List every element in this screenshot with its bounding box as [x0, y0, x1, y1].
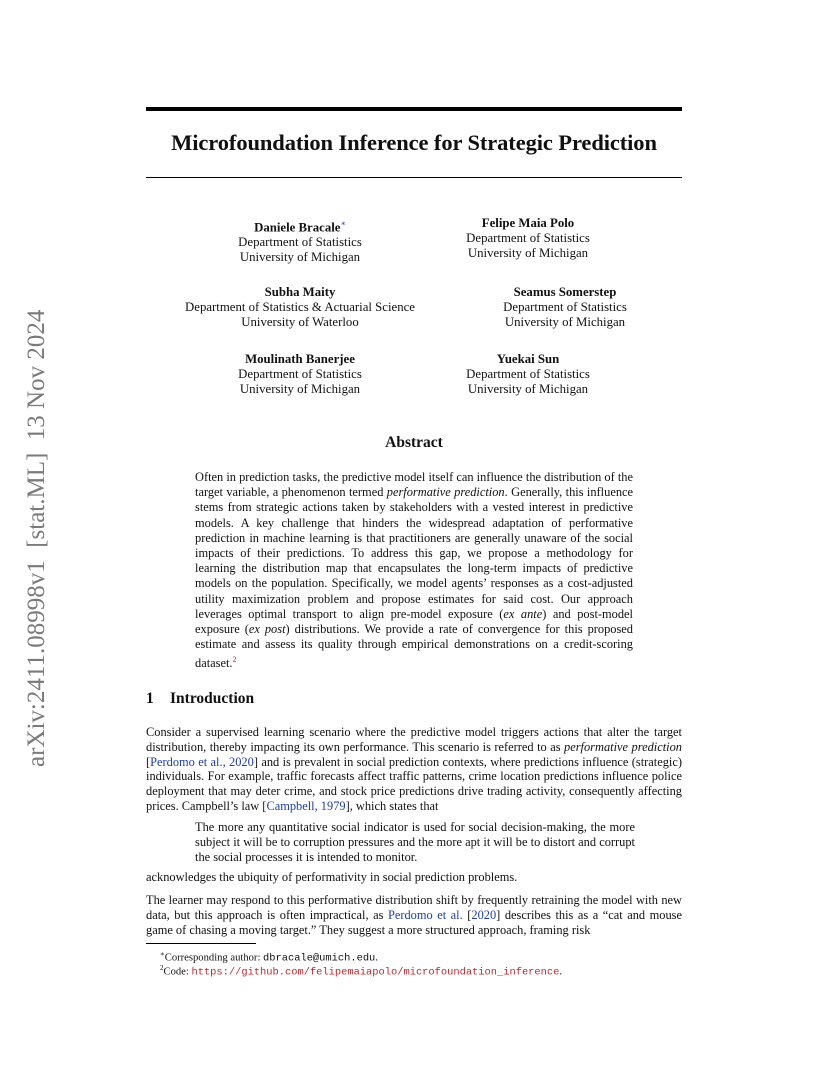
author-block: [383, 216, 673, 261]
section-heading: [146, 690, 254, 708]
author-name: Yuekai Sun: [496, 352, 560, 366]
footnote-2: $^2$Code: https://github.com/felipemaiapolo/microfoundation_inference.: [160, 964, 563, 979]
author-institution: University of Waterloo: [241, 315, 359, 329]
title-top-rule: [146, 107, 682, 111]
arxiv-identifier-stamp: [24, 272, 52, 772]
author-name: Felipe Maia Polo: [481, 216, 575, 230]
footnote-1: ∗Corresponding author: dbracale@umich.edu.: [160, 950, 378, 965]
author-name: Subha Maity: [264, 285, 336, 299]
footnote-link-2[interactable]: 2: [232, 655, 237, 665]
footnote-mark: ∗: [160, 950, 165, 958]
title-bottom-rule: [146, 177, 682, 178]
intro-paragraph-1: Consider a supervised learning scenario where the predictive model triggers actions that alter the target distribution, thereby impacting its own performance. This scenario is referred to as performative prediction [Perdomo et al., 2020] and is prevalent in social prediction contexts, where predictions influence (strategic) individuals. For example, traffic forecasts affect traffic patterns, crime location predictions influence police deployment that may deter crime, and stock price predictions drive trading activity, consequently affecting prices. Campbell’s law [Campbell, 1979], which states that: [146, 725, 682, 813]
block-quote: The more any quantitative social indicator is used for social decision-making, the more subject it will be to corruption pressures and the more apt it will be to distort and corrupt the social processes it is intended to monitor.: [195, 820, 635, 864]
abstract-body: [195, 470, 633, 672]
footnote-rule: [146, 943, 256, 944]
author-block: [155, 285, 445, 330]
author-department: Department of Statistics: [466, 231, 590, 245]
author-department: Department of Statistics: [466, 367, 590, 381]
citation-link[interactable]: Perdomo et al., 2020: [150, 754, 254, 769]
author-institution: University of Michigan: [239, 382, 361, 396]
author-institution: University of Michigan: [239, 250, 361, 265]
author-institution: University of Michigan: [467, 382, 589, 396]
intro-paragraph-3: The learner may respond to this performative distribution shift by frequently retraining the model with new data, but this approach is often impractical, as Perdomo et al. [2020] describes this as a “cat and mouse game of chasing a moving target.” They suggest a more structured approach, framing risk: [146, 893, 682, 937]
author-department: Department of Statistics: [238, 235, 362, 250]
corresponding-author-mark[interactable]: ∗: [340, 219, 346, 228]
code-repository-link[interactable]: https://github.com/felipemaiapolo/microfoundation_inference: [191, 966, 560, 979]
author-email[interactable]: dbracale@umich.edu: [263, 952, 376, 965]
abstract-paragraph: Often in prediction tasks, the predictive model itself can influence the distribution of the target variable, a phenomenon termed performative prediction. Generally, this influence stems from strategic actions taken by stakeholders with a vested interest in predictive models. A key challenge that hinders the widespread adaptation of performative prediction in machine learning is that practitioners are generally unaware of the social impacts of their predictions. To address this gap, we propose a methodology for learning the distribution map that encapsulates the long-term impacts of predictive models on the population. Specifically, we model agents’ responses as a cost-adjusted utility maximization problem and propose estimates for said cost. Our approach leverages optimal transport to align pre-model exposure (ex ante) and post-model exposure (ex post) distributions. We provide a rate of convergence for this proposed estimate and assess its quality through empirical demonstrations on a credit-scoring dataset.$^2$: [195, 470, 634, 671]
author-institution: University of Michigan: [467, 246, 589, 260]
paper-title: Microfoundation Inference for Strategic Prediction: [171, 130, 657, 155]
section-number: 1: [146, 690, 154, 707]
abstract-heading: Abstract: [385, 434, 443, 451]
author-department: Department of Statistics: [503, 300, 627, 314]
emphasis: ex ante: [503, 606, 543, 621]
author-department: Department of Statistics: [238, 367, 362, 381]
author-name: Seamus Somerstep: [513, 285, 617, 299]
citation-link[interactable]: Campbell, 1979: [266, 798, 346, 813]
author-name: Daniele Bracale∗: [254, 219, 346, 235]
emphasis: performative prediction: [386, 485, 505, 500]
author-department: Department of Statistics & Actuarial Science: [185, 300, 415, 314]
citation-link[interactable]: 2020: [471, 907, 497, 922]
author-block: [383, 352, 673, 397]
author-block: [420, 285, 710, 330]
arxiv-stamp-text: arXiv:2411.08998v1 [stat.ML] 13 Nov 2024: [23, 309, 50, 767]
emphasis: ex post: [248, 622, 286, 637]
author-name: Moulinath Banerjee: [245, 352, 355, 366]
author-institution: University of Michigan: [504, 315, 626, 329]
section-title: Introduction: [170, 690, 255, 707]
citation-link[interactable]: Perdomo et al.: [387, 907, 463, 922]
emphasis: performative prediction: [564, 739, 682, 754]
footnote-mark: 2: [160, 964, 164, 972]
intro-paragraph-2: acknowledges the ubiquity of performativity in social prediction problems.: [146, 870, 518, 884]
